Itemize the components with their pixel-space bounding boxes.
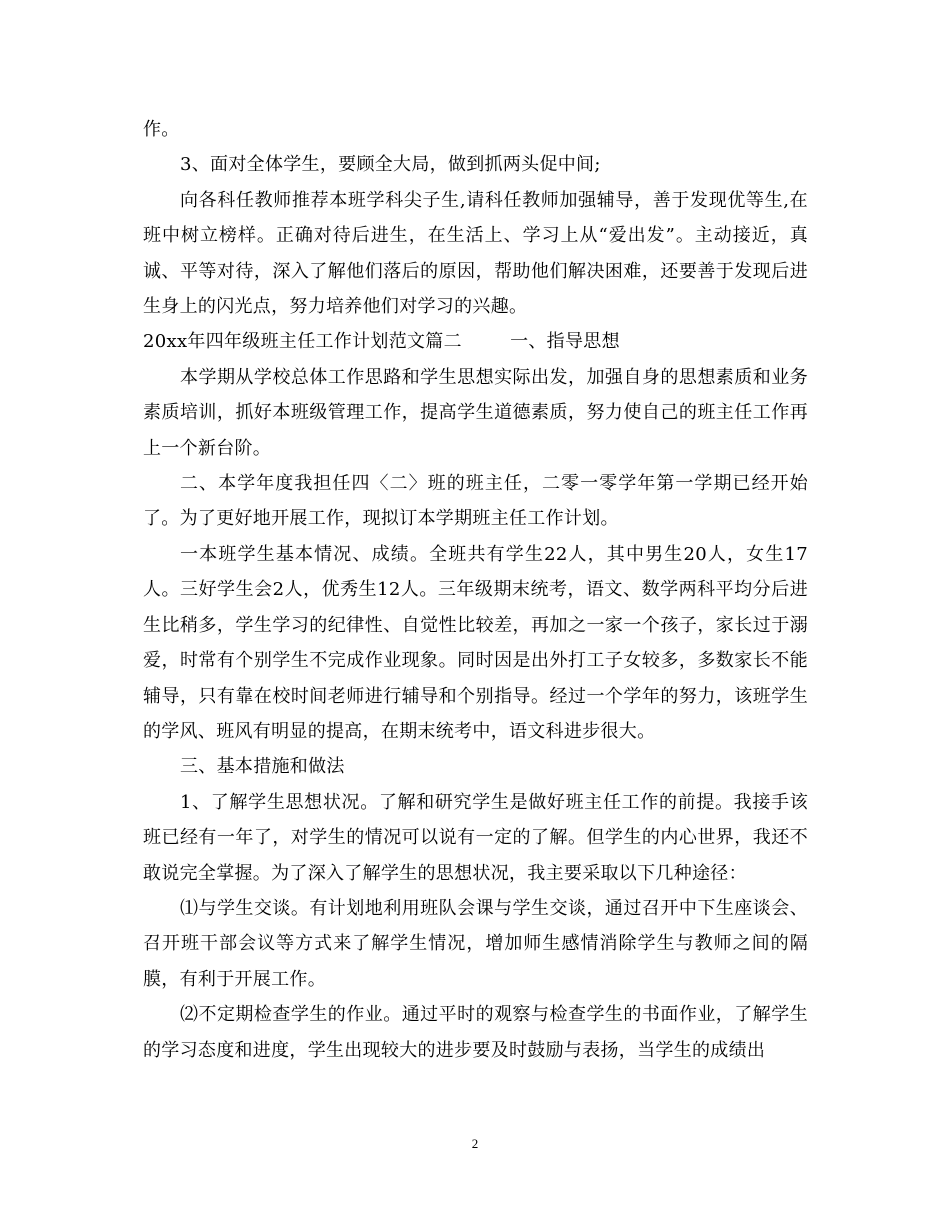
paragraph-understand-students: 1、了解学生思想状况。了解和研究学生是做好班主任工作的前提。我接手该班已经有一年了，对学生的情况可以说有一定的了解。但学生的内心世界，我还不敢说完全掌握。为了深入了解学生的思想状况，我主要采取以下几种途径： [143, 791, 808, 884]
section-heading: 20xx年四年级班主任工作计划范文篇二 一、指导思想 [143, 331, 620, 353]
paragraph-check-homework: ⑵不定期检查学生的作业。通过平时的观察与检查学生的书面作业，了解学生的学习态度和进度，学生出现较大的进步要及时鼓励与表扬，当学生的成绩出 [143, 1004, 808, 1061]
paragraph-point-3: 3、面对全体学生，要顾全大局，做到抓两头促中间; [180, 154, 601, 176]
paragraph-top-students: 向各科任教师推荐本班学科尖子生,请科任教师加强辅导，善于发现优等生,在班中树立榜样。正确对待后进生，在生活上、学习上从“爱出发”。主动接近，真诚、平等对待，深入了解他们落后的原因，帮助他们解决困难，还要善于发现后进生身上的闪光点，努力培养他们对学习的兴趣。 [143, 189, 808, 318]
page-number: 2 [471, 1136, 479, 1151]
subheading-measures: 三、基本措施和做法 [180, 756, 345, 778]
paragraph-talk-with-students: ⑴与学生交谈。有计划地利用班队会课与学生交谈，通过召开中下生座谈会、召开班干部会议等方式来了解学生情况，增加师生感情消除学生与教师之间的隔膜，有利于开展工作。 [143, 897, 808, 990]
paragraph-continuation: 作。 [143, 119, 180, 140]
paragraph-guiding-idea: 本学期从学校总体工作思路和学生思想实际出发，加强自身的思想素质和业务素质培训，抓好本班级管理工作，提高学生道德素质，努力使自己的班主任工作再上一个新台阶。 [143, 366, 808, 459]
document-body [143, 112, 808, 1068]
paragraph-class-assignment: 二、本学年度我担任四〈二〉班的班主任，二零一零学年第一学期已经开始了。为了更好地开展工作，现拟订本学期班主任工作计划。 [143, 473, 808, 530]
paragraph-class-situation: 一本班学生基本情况、成绩。全班共有学生22人，其中男生20人，女生17人。三好学生会2人，优秀生12人。三年级期末统考，语文、数学两科平均分后进生比稍多，学生学习的纪律性、自觉性比较差，再加之一家一个孩子，家长过于溺爱，时常有个别学生不完成作业现象。同时因是出外打工子女较多，多数家长不能辅导，只有靠在校时间老师进行辅导和个别指导。经过一个学年的努力，该班学生的学风、班风有明显的提高，在期末统考中，语文科进步很大。 [143, 543, 808, 742]
